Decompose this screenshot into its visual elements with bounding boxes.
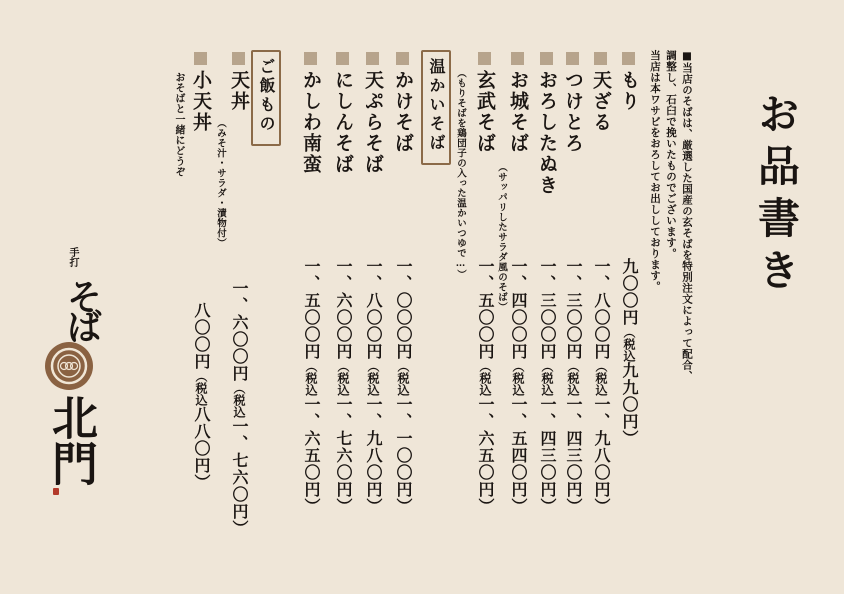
item-name: 天ざる <box>590 70 612 133</box>
item-name: にしんそば <box>332 70 354 175</box>
bullet-square <box>622 52 635 65</box>
item-price-line: 一、五〇〇円（税込一、六五〇円） <box>476 258 495 515</box>
menu-item <box>186 46 216 581</box>
item-note: （もりそばを鶏団子の入った温かいつゆで…） <box>455 68 466 280</box>
item-price-line: 九〇〇円（税込九九〇円） <box>620 258 639 447</box>
menu-item <box>614 46 644 581</box>
item-name: 天ぷらそば <box>362 70 384 175</box>
bullet-square <box>594 52 607 65</box>
intro-line-2: 調整し、石臼で挽いたものでございます。 <box>665 50 677 259</box>
menu-title: お品書き <box>752 92 801 300</box>
item-name: かしわ南蛮 <box>300 70 322 175</box>
menu-item <box>496 46 533 581</box>
menu-item <box>215 46 254 581</box>
item-name: おろしたぬき <box>536 70 558 196</box>
item-name: 天丼 <box>228 70 250 112</box>
item-price-line: 一、六〇〇円（税込一、七六〇円） <box>230 280 249 537</box>
menu-item <box>328 46 358 581</box>
logo-shop-name: 北門 <box>45 394 99 486</box>
section-label-warm-soba: 温かいそば <box>421 50 451 165</box>
item-price-line: 一、〇〇〇円（税込一、一〇〇円） <box>394 258 413 515</box>
intro-line-3: 当店は本ワサビをおろしてお出ししております。 <box>649 50 661 292</box>
item-price-line: 八〇〇円（税込八八〇円） <box>192 302 211 491</box>
menu-item <box>455 46 500 581</box>
menu-item <box>532 46 562 581</box>
bullet-square <box>511 52 524 65</box>
item-price-line: 一、八〇〇円（税込一、九八〇円） <box>592 258 611 515</box>
bullet-square <box>540 52 553 65</box>
logo-soba: そば <box>61 278 103 338</box>
menu-item <box>586 46 616 581</box>
intro-line-1: ■当店のそばは、厳選した国産の玄そばを特別注文によって配合、 <box>681 50 693 382</box>
menu-item <box>296 46 326 581</box>
bullet-square <box>566 52 579 65</box>
item-price-line: 一、六〇〇円（税込一、七六〇円） <box>334 258 353 515</box>
section-label-rice: ご飯もの <box>251 50 281 146</box>
bullet-square <box>336 52 349 65</box>
item-name: 玄武そば <box>474 70 496 154</box>
item-note: （みそ汁・サラダ・漬物付） <box>215 118 226 248</box>
logo-tagline: 手打 <box>67 247 78 267</box>
bullet-square <box>396 52 409 65</box>
item-price-line: 一、四〇〇円（税込一、五四〇円） <box>509 258 528 515</box>
item-name: つけとろ <box>562 70 584 154</box>
bullet-square <box>478 52 491 65</box>
menu-item <box>558 46 588 581</box>
bullet-square <box>232 52 245 65</box>
item-price-line: 一、三〇〇円（税込一、四三〇円） <box>538 258 557 515</box>
item-price-line: 一、八〇〇円（税込一、九八〇円） <box>364 258 383 515</box>
menu-item <box>358 46 388 581</box>
bullet-square <box>194 52 207 65</box>
item-note: おそばと一緒にどうぞ <box>173 72 184 177</box>
item-name: お城そば <box>507 70 529 154</box>
red-seal-icon <box>53 488 59 495</box>
item-name: もり <box>618 70 640 112</box>
item-price-line: 一、五〇〇円（税込一、六五〇円） <box>302 258 321 515</box>
bullet-square <box>304 52 317 65</box>
family-crest-icon <box>43 340 95 392</box>
item-name: かけそば <box>392 70 414 154</box>
item-note: （サッパリしたサラダ風のそば） <box>496 162 507 312</box>
item-name: 小天丼 <box>190 70 212 133</box>
item-price-line: 一、三〇〇円（税込一、四三〇円） <box>564 258 583 515</box>
bullet-square <box>366 52 379 65</box>
menu-item <box>388 46 418 581</box>
